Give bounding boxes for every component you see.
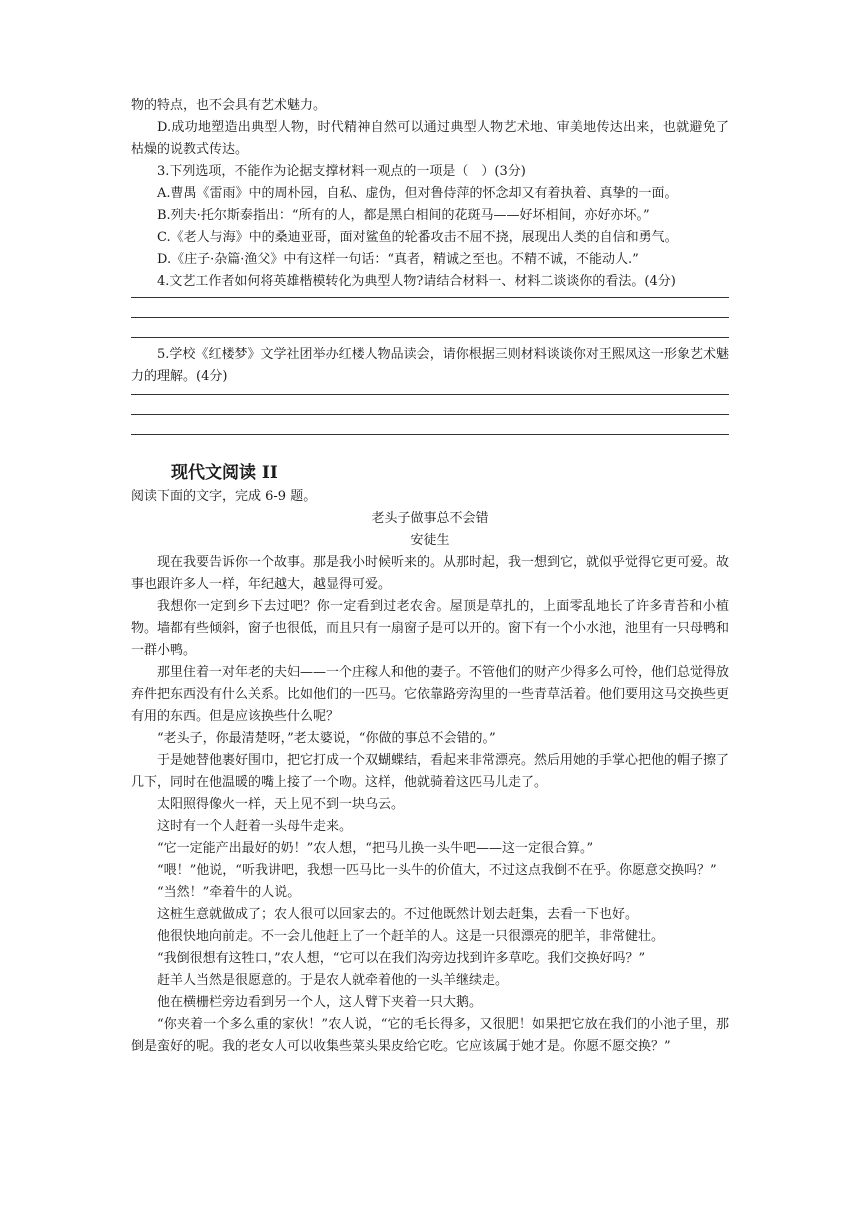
option-d-prev: D.成功地塑造出典型人物，时代精神自然可以通过典型人物艺术地、审美地传达出来，也就避免了枯燥的说教式传达。	[131, 120, 729, 157]
question-4-stem: 4.文艺工作者如何将英雄楷模转化为典型人物?请结合材料一、材料二谈谈你的看法。(4分)	[157, 274, 676, 289]
answer-line[interactable]	[131, 434, 729, 435]
question-3-option-b: B.列夫·托尔斯泰指出：“所有的人，都是黑白相间的花斑马——好坏相间，亦好亦坏。”	[157, 208, 650, 223]
story-paragraph: 这时有一个人赶着一头母牛走来。	[157, 819, 353, 834]
story-paragraph: 太阳照得像火一样，天上见不到一块乌云。	[157, 797, 405, 812]
story-paragraph: 于是她替他裹好围巾，把它打成一个双蝴蝶结，看起来非常漂亮。然后用她的手掌心把他的帽子擦了几下，同时在他温暖的嘴上接了一个吻。这样，他就骑着这匹马儿走了。	[131, 753, 730, 790]
story-paragraph: 赶羊人当然是很愿意的。于是农人就牵着他的一头羊继续走。	[157, 973, 509, 988]
question-3-option-d: D.《庄子·杂篇·渔父》中有这样一句话：“真者，精诚之至也。不精不诚，不能动人.”	[157, 252, 639, 267]
story-paragraph: “我倒很想有这牲口，”农人想，“它可以在我们沟旁边找到许多草吃。我们交换好吗？”	[157, 951, 646, 966]
question-3-stem: 3.下列选项，不能作为论据支撑材料一观点的一项是（ ）(3分)	[157, 164, 526, 179]
section-title: 现代文阅读 II	[171, 463, 278, 483]
answer-line[interactable]	[131, 394, 729, 395]
continued-text: 物的特点，也不会具有艺术魅力。	[131, 98, 327, 113]
story-paragraph: “喂！”他说，“听我讲吧，我想一匹马比一头牛的价值大，不过这点我倒不在乎。你愿意交换吗？”	[157, 863, 717, 878]
story-author: 安徒生	[410, 533, 450, 548]
answer-line[interactable]	[131, 337, 729, 338]
story-paragraph: 那里住着一对年老的夫妇——一个庄稼人和他的妻子。不管他们的财产少得多么可怜，他们总觉得放弃件把东西没有什么关系。比如他们的一匹马。它依靠路旁沟里的一些青草活着。他们要用这马交换些更有用的东西。但是应该换些什么呢？	[131, 665, 730, 724]
answer-line[interactable]	[131, 414, 729, 415]
question-3-option-c: C.《老人与海》中的桑迪亚哥，面对鲨鱼的轮番攻击不屈不挠，展现出人类的自信和勇气。	[157, 230, 678, 245]
story-title: 老头子做事总不会错	[371, 511, 489, 526]
story-paragraph: “老头子，你最清楚呀，”老太婆说，“你做的事总不会错的。”	[157, 731, 496, 746]
answer-line[interactable]	[131, 317, 729, 318]
story-paragraph: 我想你一定到乡下去过吧？你一定看到过老农舍。屋顶是草扎的，上面零乱地长了许多青苔和小植物。墙都有些倾斜，窗子也很低，而且只有一扇窗子是可以开的。窗下有一个小水池，池里有一只母鸭和一群小鸭。	[131, 599, 730, 658]
story-paragraph: “当然！”牵着牛的人说。	[157, 885, 301, 900]
section-instruction: 阅读下面的文字，完成 6-9 题。	[131, 489, 317, 504]
document-page	[131, 95, 729, 1058]
question-3-option-a: A.曹禺《雷雨》中的周朴园，自私、虚伪，但对鲁侍萍的怀念却又有着执着、真挚的一面。	[157, 186, 678, 201]
story-paragraph: “你夹着一个多么重的家伙！”农人说，“它的毛长得多，又很肥！如果把它放在我们的小池子里，那倒是蛮好的呢。我的老女人可以收集些菜头果皮给它吃。它应该属于她才是。你愿不愿交换？”	[131, 1017, 729, 1054]
answer-lines-q5	[131, 388, 729, 435]
answer-lines-q4	[131, 293, 729, 338]
story-paragraph: “它一定能产出最好的奶！”农人想，“把马儿换一头牛吧——这一定很合算。”	[157, 841, 594, 856]
story-paragraph: 现在我要告诉你一个故事。那是我小时候听来的。从那时起，我一想到它，就似乎觉得它更可爱。故事也跟许多人一样，年纪越大，越显得可爱。	[131, 555, 730, 592]
story-paragraph: 他很快地向前走。不一会儿他赶上了一个赶羊的人。这是一只很漂亮的肥羊，非常健壮。	[157, 929, 665, 944]
story-paragraph: 这桩生意就做成了；农人很可以回家去的。不过他既然计划去赶集，去看一下也好。	[157, 907, 639, 922]
story-paragraph: 他在横栅栏旁边看到另一个人，这人臂下夹着一只大鹅。	[157, 995, 483, 1010]
story-body	[131, 552, 729, 1058]
answer-line[interactable]	[131, 297, 729, 298]
question-5-stem: 5.学校《红楼梦》文学社团举办红楼人物品读会，请你根据三则材料谈谈你对王熙凤这一形象艺术魅力的理解。(4分)	[131, 347, 729, 384]
